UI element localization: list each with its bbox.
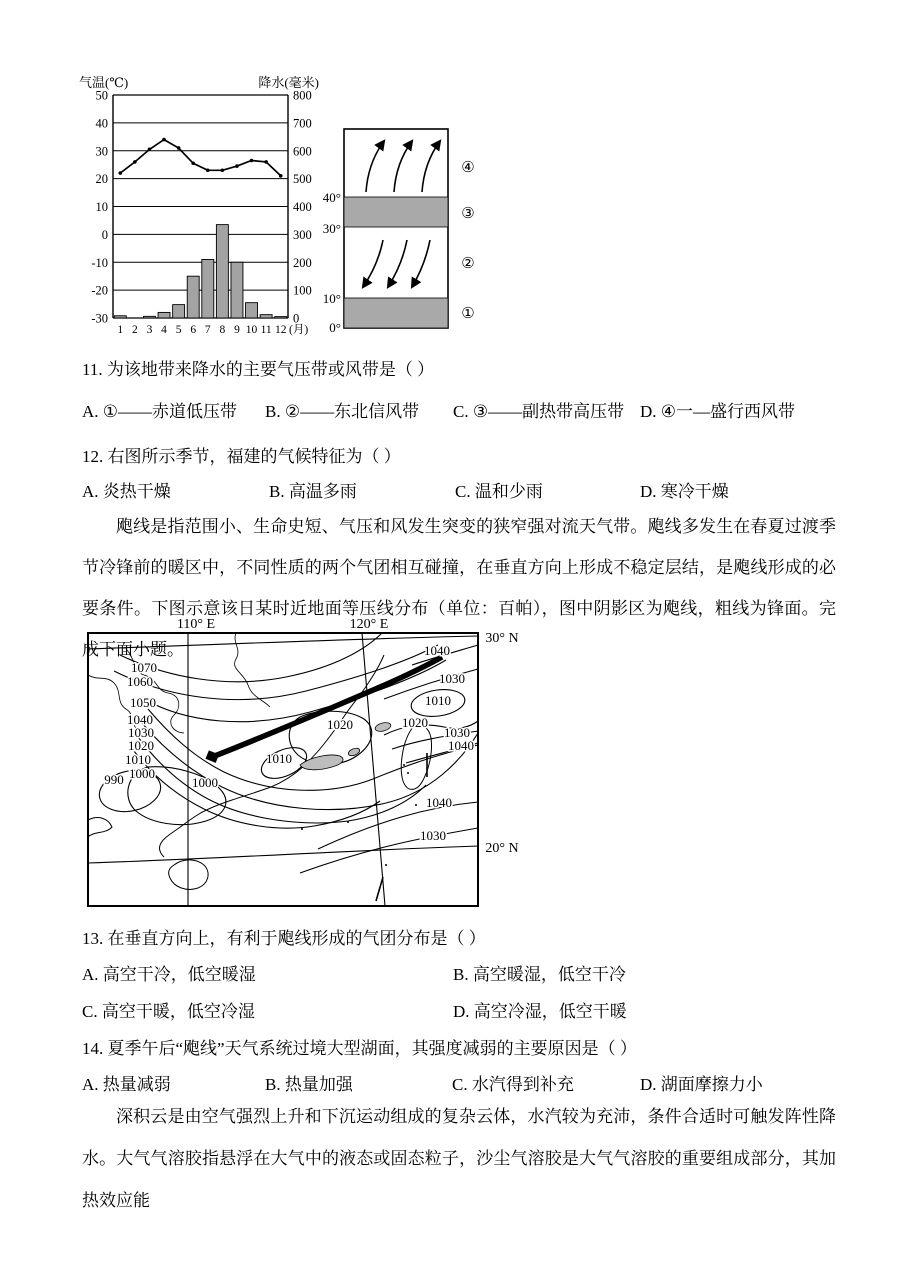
- option-c: C. 高空干暖，低空冷湿: [82, 1002, 255, 1021]
- svg-text:10: 10: [245, 324, 258, 336]
- svg-text:1000: 1000: [129, 766, 155, 781]
- svg-text:40: 40: [95, 116, 108, 131]
- option-a: A. 高空干冷，低空暖湿: [82, 965, 256, 984]
- question-11-options: [82, 397, 852, 423]
- option-a: A. 炎热干燥: [82, 482, 171, 501]
- option-d: D. 湖面摩擦力小: [640, 1075, 763, 1094]
- svg-text:1030: 1030: [439, 671, 465, 686]
- svg-text:700: 700: [293, 116, 312, 131]
- cumulus-aerosol-paragraph: 深积云是由空气强烈上升和下沉运动组成的复杂云体，水汽较为充沛，条件合适时可触发阵性降水。大气气溶胶指悬浮在大气中的液态或固态粒子，沙尘气溶胶是大气气溶胶的重要组成部分，其加热效应能: [82, 1107, 836, 1210]
- wind-belt-diagram: [322, 125, 480, 334]
- left-axis-title: 气温(℃): [79, 75, 129, 90]
- option-a: A. ①——赤道低压带: [82, 402, 238, 421]
- trade-wind-arrows: [363, 240, 430, 287]
- westerlies-arrows: [366, 141, 440, 192]
- svg-text:1040: 1040: [426, 795, 452, 810]
- latitude-labels: [323, 190, 341, 334]
- svg-text:50: 50: [95, 88, 108, 103]
- climate-plot-area: [91, 89, 311, 337]
- svg-text:800: 800: [293, 88, 312, 103]
- svg-text:1040: 1040: [424, 643, 450, 658]
- svg-text:(月): (月): [289, 324, 309, 336]
- svg-text:0: 0: [101, 227, 108, 242]
- svg-text:7: 7: [204, 324, 211, 336]
- climate-chart: [76, 74, 324, 350]
- svg-text:1040: 1040: [127, 712, 153, 727]
- svg-text:1030: 1030: [444, 725, 470, 740]
- question-12-options: [82, 477, 852, 503]
- svg-text:200: 200: [293, 255, 312, 270]
- question-14: 14. 夏季午后“飑线”天气系统过境大型湖面，其强度减弱的主要原因是（ ）: [82, 1039, 637, 1058]
- svg-text:1010: 1010: [425, 693, 451, 708]
- svg-text:400: 400: [293, 200, 312, 214]
- svg-text:④: ④: [461, 160, 475, 176]
- svg-text:20: 20: [95, 172, 108, 187]
- svg-text:-10: -10: [91, 255, 108, 270]
- svg-text:1040: 1040: [448, 738, 474, 753]
- svg-text:4: 4: [161, 324, 167, 336]
- option-c: C. 水汽得到补充: [452, 1075, 574, 1094]
- svg-text:6: 6: [190, 324, 197, 336]
- svg-text:11: 11: [260, 324, 272, 336]
- option-d: D. ④一—盛行西风带: [640, 402, 796, 421]
- question-13-options-row-1: [82, 960, 852, 986]
- svg-text:300: 300: [293, 227, 312, 242]
- svg-text:1050: 1050: [130, 695, 156, 710]
- option-a: A. 热量减弱: [82, 1075, 171, 1094]
- svg-text:12: 12: [274, 324, 287, 336]
- svg-text:1030: 1030: [420, 828, 446, 843]
- svg-text:600: 600: [293, 144, 312, 159]
- svg-text:-20: -20: [91, 283, 108, 298]
- svg-text:40°: 40°: [322, 190, 341, 205]
- svg-text:0: 0: [293, 311, 300, 326]
- question-13-options-row-2: [82, 997, 852, 1023]
- svg-text:①: ①: [461, 306, 475, 322]
- svg-text:5: 5: [175, 324, 182, 336]
- svg-text:110° E: 110° E: [176, 617, 216, 632]
- svg-text:1060: 1060: [127, 674, 153, 689]
- cold-front-line: [205, 657, 442, 763]
- svg-text:30° N: 30° N: [485, 631, 519, 646]
- svg-text:2: 2: [132, 324, 138, 336]
- right-axis-title: 降水(毫米): [258, 75, 319, 90]
- svg-text:30: 30: [95, 144, 108, 159]
- svg-text:10: 10: [95, 200, 108, 214]
- svg-text:1020: 1020: [128, 738, 154, 753]
- svg-text:990: 990: [104, 772, 124, 787]
- option-d: D. 高空冷湿，低空干暖: [453, 1002, 627, 1021]
- svg-text:1: 1: [117, 324, 124, 336]
- option-c: C. 温和少雨: [455, 482, 543, 501]
- question-13: 13. 在垂直方向上，有利于飑线形成的气团分布是（ ）: [82, 929, 486, 948]
- svg-text:③: ③: [461, 206, 475, 222]
- svg-text:10°: 10°: [322, 291, 341, 306]
- option-c: C. ③——副热带高压带: [453, 402, 625, 421]
- svg-text:1010: 1010: [266, 751, 292, 766]
- svg-text:8: 8: [219, 324, 226, 336]
- svg-text:3: 3: [146, 324, 153, 336]
- svg-text:120° E: 120° E: [349, 617, 389, 632]
- svg-text:1030: 1030: [128, 725, 154, 740]
- pressure-belt-bands: [344, 197, 448, 328]
- svg-text:20° N: 20° N: [485, 841, 519, 856]
- svg-text:0°: 0°: [329, 320, 341, 334]
- option-b: B. 热量加强: [265, 1075, 353, 1094]
- isobar-weather-map: [86, 615, 526, 910]
- svg-text:1020: 1020: [327, 717, 353, 732]
- question-12: 12. 右图所示季节，福建的气候特征为（ ）: [82, 447, 401, 466]
- option-b: B. ②——东北信风带: [265, 402, 420, 421]
- svg-text:100: 100: [293, 283, 312, 298]
- squall-line-intro-paragraph: 飑线是指范围小、生命史短、气压和风发生突变的狭窄强对流天气带。飑线多发生在春夏过渡季节冷锋前的暖区中，不同性质的两个气团相互碰撞，在垂直方向上形成不稳定层结，是飑线形成的必要条件。下图示意该日某时近地面等压线分布（单位：百帕），图中阴影区为飑线，粗线为锋面。完成下面小题。: [82, 517, 836, 659]
- svg-text:1020: 1020: [402, 715, 428, 730]
- svg-text:9: 9: [234, 324, 240, 336]
- option-d: D. 寒冷干燥: [640, 482, 729, 501]
- zone-number-labels: [461, 160, 474, 322]
- svg-text:1070: 1070: [131, 660, 157, 675]
- option-b: B. 高温多雨: [269, 482, 357, 501]
- svg-text:-30: -30: [91, 311, 108, 326]
- option-b: B. 高空暖湿，低空干冷: [453, 965, 626, 984]
- svg-text:1010: 1010: [125, 752, 151, 767]
- question-11: 11. 为该地带来降水的主要气压带或风带是（ ）: [82, 360, 435, 379]
- question-14-options: [82, 1070, 852, 1096]
- svg-text:500: 500: [293, 172, 312, 187]
- svg-text:1000: 1000: [192, 775, 218, 790]
- svg-text:30°: 30°: [322, 221, 341, 236]
- svg-text:②: ②: [461, 256, 475, 272]
